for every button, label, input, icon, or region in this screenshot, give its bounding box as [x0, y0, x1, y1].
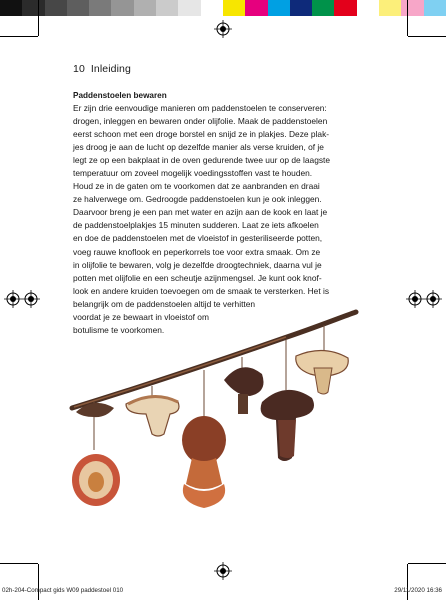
body-line: legt ze op een bakplaat in de oven gedurende twee uur op de laagste [73, 155, 331, 166]
body-line: potten met olijfolie en een scheutje azijnmengsel. Je kunt ook knof- [73, 272, 322, 283]
print-slug-left: 02h-204-Compact gids W09 paddestoel 010 [2, 587, 124, 594]
registration-mark-left-2-icon [22, 290, 40, 308]
body-line: Houd ze in de gaten om te voorkomen dat ze aanbranden en draai [73, 181, 320, 192]
color-swatch [312, 0, 334, 16]
running-header [73, 63, 131, 75]
registration-mark-left-icon [4, 290, 22, 308]
color-swatch [379, 0, 401, 16]
color-swatch [156, 0, 178, 16]
body-line: Er zijn drie eenvoudige manieren om paddenstoelen te conserveren: [73, 103, 327, 113]
color-swatch [134, 0, 156, 16]
crop-mark-bottom-left-horizontal [0, 563, 38, 564]
crop-mark-bottom-left-vertical [38, 564, 39, 600]
body-line: Daarvoor breng je een pan met water en azijn aan de kook en laat je [73, 207, 328, 218]
crop-mark-top-left-vertical [38, 0, 39, 36]
color-swatch [201, 0, 223, 16]
crop-mark-top-left-horizontal [0, 36, 38, 37]
body-line: in olijfolie te bewaren, volg je dezelfde droogtechniek, daarna vul je [73, 259, 322, 270]
print-slug-right: 29/11/2020 16:36 [394, 587, 442, 594]
color-swatch [424, 0, 446, 16]
registration-mark-bottom-icon [214, 562, 232, 580]
color-swatch [89, 0, 111, 16]
body-line: belangrijk om de paddenstoelen altijd te verhitten [73, 298, 256, 309]
color-swatch [22, 0, 44, 16]
color-swatch [45, 0, 67, 16]
crop-mark-bottom-right-horizontal [408, 563, 446, 564]
color-swatch [111, 0, 133, 16]
body-line: de paddenstoelplakjes 15 minuten sudderen. Laat ze iets afkoelen [73, 220, 319, 231]
article-title: Paddenstoelen bewaren [73, 91, 167, 100]
page-number: 10 [73, 63, 85, 75]
color-swatch [223, 0, 245, 16]
color-swatch [401, 0, 423, 16]
color-swatch [67, 0, 89, 16]
section-title: Inleiding [90, 63, 131, 75]
body-line: drogen, inleggen en bewaren onder olijfolie. Maak de paddenstoelen [73, 116, 328, 127]
hanging-mushrooms-illustration [64, 300, 364, 530]
crop-mark-top-right-horizontal [408, 36, 446, 37]
color-swatch [357, 0, 379, 16]
body-line: voeg rauwe knoflook en peperkorrels toe voor extra smaak. Om ze [73, 246, 321, 257]
registration-mark-right-icon [406, 290, 424, 308]
body-line: temperatuur om zoveel mogelijk voedingsstoffen vast te houden. [73, 168, 313, 179]
color-calibration-bar [0, 0, 446, 16]
crop-mark-bottom-right-vertical [407, 564, 408, 600]
body-line: voordat je ze bewaart in vloeistof om [73, 311, 209, 322]
registration-mark-top-icon [214, 20, 232, 38]
color-swatch [178, 0, 200, 16]
body-line: look en andere kruiden toevoegen om de smaak te versterken. Het is [73, 285, 330, 296]
registration-mark-right-2-icon [424, 290, 442, 308]
color-swatch [290, 0, 312, 16]
body-line: jes droog je aan de lucht op dezelfde manier als verse kruiden, of je [73, 142, 324, 153]
color-swatch [0, 0, 22, 16]
body-line: ze halverwege om. Gedroogde paddenstoelen kun je ook inleggen. [73, 194, 322, 205]
crop-mark-top-right-vertical [407, 0, 408, 36]
body-line: en doe de paddenstoelen met de vloeistof in gesteriliseerde potten, [73, 233, 323, 244]
body-line: eerst schoon met een droge borstel en snijd ze in plakjes. Deze plak- [73, 129, 330, 140]
color-swatch [334, 0, 356, 16]
body-line: botulisme te voorkomen. [73, 324, 165, 335]
color-swatch [268, 0, 290, 16]
color-swatch [245, 0, 267, 16]
